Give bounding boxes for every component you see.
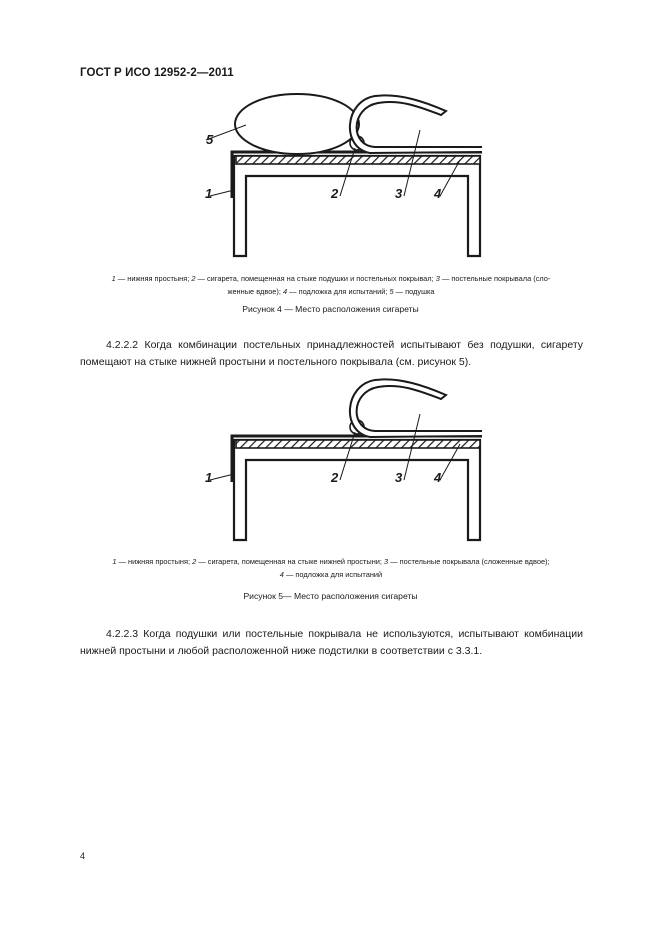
test-substrate-layer	[236, 440, 480, 448]
figure-4-legend	[78, 272, 584, 298]
label-4: 4	[434, 470, 442, 485]
pillow	[235, 94, 359, 154]
test-substrate-layer	[236, 156, 480, 164]
test-substrate-frame	[234, 440, 480, 540]
folded-blankets	[350, 379, 482, 437]
paragraph-4-2-2-2: 4.2.2.2 Когда комбинации постельных принадлежностей испытывают без подушки, сигарету помещают на стыке нижней простыни и постельного покрывала (см. рисунок 5).	[80, 339, 583, 368]
figure-5-diagram	[0, 378, 661, 548]
label-1: 1	[205, 470, 213, 485]
label-1: 1	[205, 186, 213, 201]
page-number: 4	[80, 851, 86, 861]
test-substrate-frame	[234, 156, 480, 256]
label-3: 3	[395, 470, 403, 485]
legend-line: 1 — нижняя простыня; 2 — сигарета, помещенная на стыке нижней простыни; 3 — постельные покрывала (сложенные вдвое);	[112, 557, 550, 566]
label-5: 5	[206, 132, 214, 147]
label-3: 3	[395, 186, 403, 201]
legend-line: 1 — нижняя простыня; 2 — сигарета, помещенная на стыке подушки и постельных покрывал; 3 — постельные покрывала (сло-	[111, 274, 551, 283]
legend-line: 4 — подложка для испытаний	[279, 570, 383, 579]
folded-blankets	[350, 95, 482, 153]
figure-4-diagram	[0, 90, 661, 265]
label-2: 2	[331, 470, 339, 485]
document-header: ГОСТ Р ИСО 12952-2—2011	[80, 67, 234, 79]
figure-4-caption: Рисунок 4 — Место расположения сигареты	[242, 304, 419, 314]
figure-5-caption: Рисунок 5— Место расположения сигареты	[243, 591, 418, 601]
paragraph-4-2-2-3: 4.2.2.3 Когда подушки или постельные покрывала не используются, испытывают комбинации нижней простыни и любой расположенной ниже подстилки в соответствии с 3.3.1.	[80, 628, 583, 657]
label-4: 4	[434, 186, 442, 201]
legend-line: женные вдвое); 4 — подложка для испытаний; 5 — подушка	[227, 287, 435, 296]
figure-5-legend	[78, 555, 584, 581]
label-2: 2	[331, 186, 339, 201]
